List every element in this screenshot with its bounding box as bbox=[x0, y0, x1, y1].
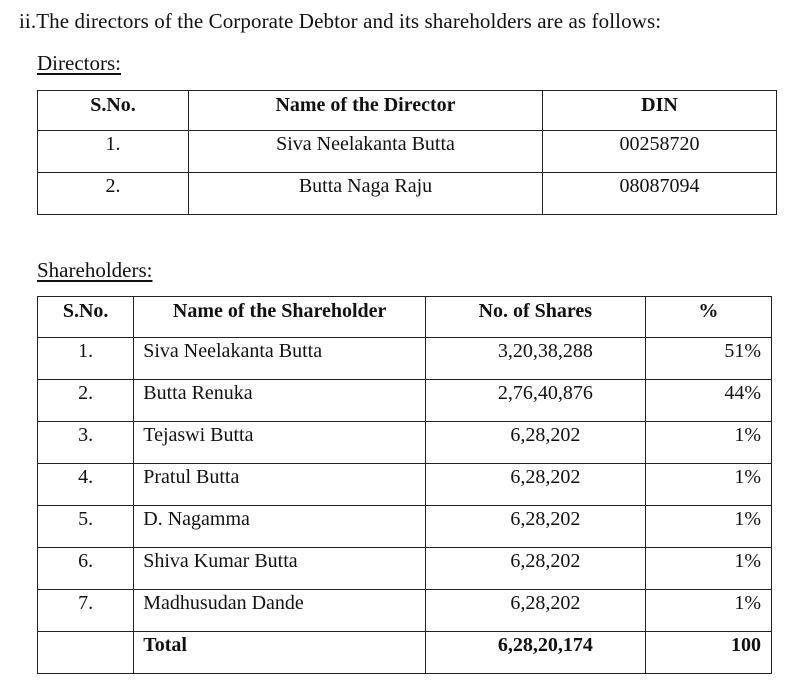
cell-sno: 2. bbox=[38, 173, 189, 215]
cell-percent: 1% bbox=[645, 506, 771, 548]
column-header-director-name: Name of the Director bbox=[189, 91, 543, 131]
cell-percent: 1% bbox=[645, 464, 771, 506]
shareholders-table bbox=[37, 296, 772, 674]
cell-percent: 51% bbox=[645, 338, 771, 380]
cell-shares: 6,28,202 bbox=[426, 422, 646, 464]
cell-shares: 2,76,40,876 bbox=[426, 380, 646, 422]
cell-sno: 4. bbox=[38, 464, 134, 506]
cell-shareholder-name: Madhusudan Dande bbox=[134, 590, 426, 632]
shareholders-heading: Shareholders: bbox=[37, 258, 153, 282]
table-row bbox=[38, 506, 772, 548]
cell-percent: 44% bbox=[645, 380, 771, 422]
cell-shareholder-name: Pratul Butta bbox=[134, 464, 426, 506]
cell-shares: 6,28,202 bbox=[426, 548, 646, 590]
shareholders-header-row bbox=[38, 297, 772, 338]
cell-total-label: Total bbox=[134, 632, 426, 674]
cell-shareholder-name: Tejaswi Butta bbox=[134, 422, 426, 464]
cell-shares: 3,20,38,288 bbox=[426, 338, 646, 380]
column-header-shareholder-name: Name of the Shareholder bbox=[134, 297, 426, 338]
table-row bbox=[38, 338, 772, 380]
table-row bbox=[38, 173, 777, 215]
total-row bbox=[38, 632, 772, 674]
cell-shareholder-name: Butta Renuka bbox=[134, 380, 426, 422]
cell-director-name: Butta Naga Raju bbox=[189, 173, 543, 215]
directors-header-row bbox=[38, 91, 777, 131]
intro-paragraph: ii.The directors of the Corporate Debtor and its shareholders are as follows: bbox=[19, 9, 662, 33]
table-row bbox=[38, 464, 772, 506]
cell-sno: 2. bbox=[38, 380, 134, 422]
cell-shares: 6,28,202 bbox=[426, 506, 646, 548]
table-row bbox=[38, 131, 777, 173]
cell-total-shares: 6,28,20,174 bbox=[426, 632, 646, 674]
column-header-din: DIN bbox=[543, 91, 777, 131]
table-row bbox=[38, 422, 772, 464]
directors-heading: Directors: bbox=[37, 51, 121, 75]
column-header-sno: S.No. bbox=[38, 91, 189, 131]
cell-sno: 3. bbox=[38, 422, 134, 464]
directors-table bbox=[37, 90, 777, 215]
cell-din: 08087094 bbox=[543, 173, 777, 215]
table-row bbox=[38, 380, 772, 422]
cell-sno: 5. bbox=[38, 506, 134, 548]
column-header-percent: % bbox=[645, 297, 771, 338]
cell-sno: 1. bbox=[38, 338, 134, 380]
cell-shares: 6,28,202 bbox=[426, 464, 646, 506]
cell-shareholder-name: Shiva Kumar Butta bbox=[134, 548, 426, 590]
cell-sno: 7. bbox=[38, 590, 134, 632]
column-header-sno: S.No. bbox=[38, 297, 134, 338]
cell-sno: 1. bbox=[38, 131, 189, 173]
column-header-shares: No. of Shares bbox=[426, 297, 646, 338]
cell-shareholder-name: Siva Neelakanta Butta bbox=[134, 338, 426, 380]
cell-shares: 6,28,202 bbox=[426, 590, 646, 632]
cell-sno bbox=[38, 632, 134, 674]
table-row bbox=[38, 590, 772, 632]
cell-din: 00258720 bbox=[543, 131, 777, 173]
cell-director-name: Siva Neelakanta Butta bbox=[189, 131, 543, 173]
cell-percent: 1% bbox=[645, 548, 771, 590]
cell-percent: 1% bbox=[645, 590, 771, 632]
cell-total-percent: 100 bbox=[645, 632, 771, 674]
cell-percent: 1% bbox=[645, 422, 771, 464]
cell-sno: 6. bbox=[38, 548, 134, 590]
cell-shareholder-name: D. Nagamma bbox=[134, 506, 426, 548]
table-row bbox=[38, 548, 772, 590]
